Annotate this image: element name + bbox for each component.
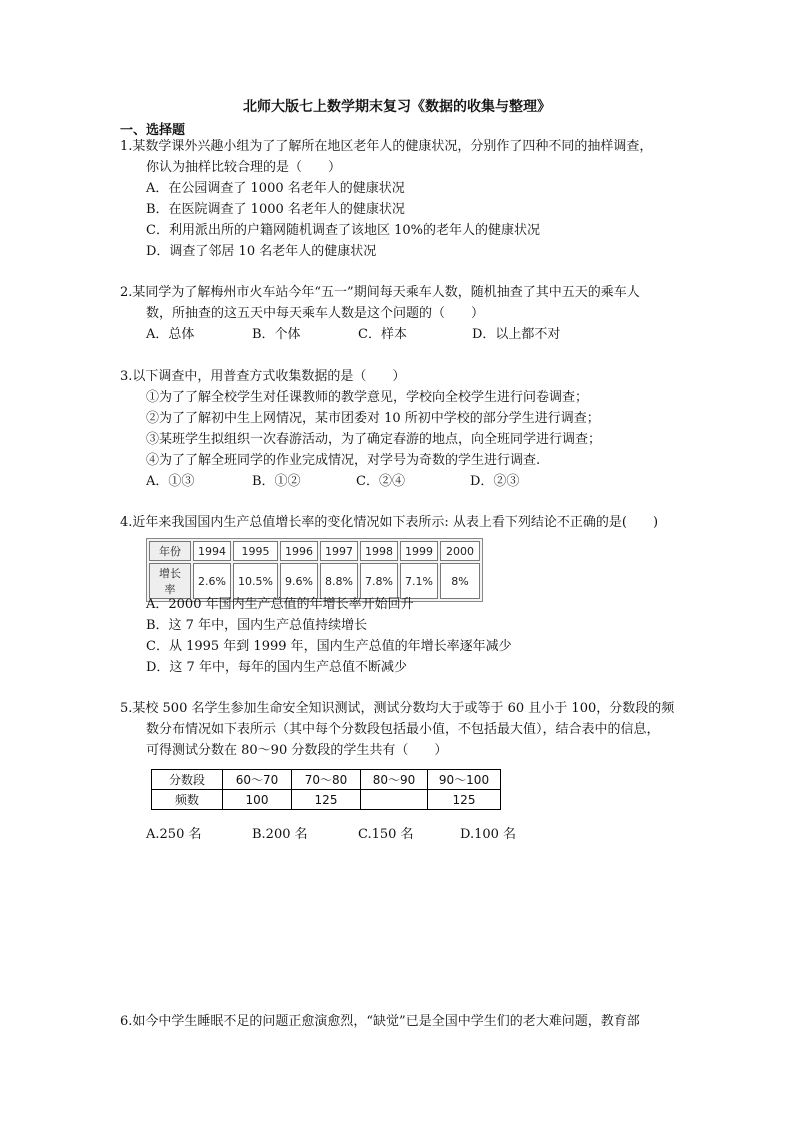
q3-stem-line1: 3.以下调查中，用普查方式收集数据的是（ ） [120,369,406,384]
table-cell: 9.6% [280,563,318,599]
table-cell: 8% [440,563,480,599]
table-cell: 1998 [360,541,398,561]
q4-option-b: B．这 7 年中，国内生产总值持续增长 [146,618,368,633]
q4-stem-line1: 4.近年来我国国内生产总值增长率的变化情况如下表所示: 从表上看下列结论不正确的是( ) [120,515,659,530]
table-cell: 2.6% [193,563,231,599]
q5-stem-line2: 数分布情况如下表所示（其中每个分数段包括最小值，不包括最大值），结合表中的信息， [146,722,660,737]
table-cell: 频数 [152,790,223,810]
q5-options [146,826,516,844]
table-cell: 分数段 [152,770,223,790]
q5-option-a: A.250 名 [146,827,202,842]
q2-options [146,326,560,344]
q3-option-c: C．②④ [356,474,405,489]
q3-item-1: ①为了了解全校学生对任课教师的教学意见，学校向全校学生进行问卷调查； [146,390,589,405]
q1-option-a: A．在公园调查了 1000 名老年人的健康状况 [146,181,405,196]
q3-option-a: A．①③ [146,474,195,489]
q4-option-a: A．2000 年国内生产总值的年增长率开始回升 [146,597,414,612]
q4-option-d: D．这 7 年中，每年的国内生产总值不断减少 [146,660,407,675]
table-cell: 增长率 [149,563,191,599]
score-frequency-table [151,769,501,810]
q2-stem-line2: 数，所抽查的这五天中每天乘车人数是这个问题的（ ） [146,306,485,321]
table-cell: 100 [223,790,292,810]
q5-stem-line1: 5.某校 500 名学生参加生命安全知识测试，测试分数均大于或等于 60 且小于 100，分数段的频 [120,701,675,716]
q1-option-d: D．调查了邻居 10 名老年人的健康状况 [146,244,377,259]
table-cell: 1994 [193,541,231,561]
q6-stem-line1: 6.如今中学生睡眠不足的问题正愈演愈烈，“缺觉”已是全国中学生们的老大难问题，教育部 [120,1014,640,1029]
table-cell: 1995 [233,541,278,561]
q1-option-c: C．利用派出所的户籍网随机调查了该地区 10%的老年人的健康状况 [146,223,540,238]
table-cell: 1997 [320,541,358,561]
table-cell: 125 [292,790,361,810]
q3-item-3: ③某班学生拟组织一次春游活动，为了确定春游的地点，向全班同学进行调查； [146,432,602,447]
table-cell: 1996 [280,541,318,561]
table-cell: 7.1% [400,563,438,599]
q5-option-c: C.150 名 [358,827,414,842]
table-cell: 125 [428,790,501,810]
q1-option-b: B．在医院调查了 1000 名老年人的健康状况 [146,202,405,217]
table-cell: 年份 [149,541,191,561]
q3-options [146,473,519,491]
q2-option-a: A．总体 [146,327,195,342]
q2-option-c: C．样本 [358,327,407,342]
q2-stem-line1: 2.某同学为了解梅州市火车站今年“五一”期间每天乘车人数，随机抽查了其中五天的乘车人 [120,285,640,300]
table-cell: 80～90 [361,770,428,790]
q3-item-4: ④为了了解全班同学的作业完成情况，对学号为奇数的学生进行调查. [146,453,541,468]
q3-option-d: D．②③ [470,474,520,489]
document-title: 北师大版七上数学期末复习《数据的收集与整理》 [243,99,551,115]
section-heading: 一、选择题 [120,123,186,138]
table-cell [361,790,428,810]
q3-item-2: ②为了了解初中生上网情况，某市团委对 10 所初中学校的部分学生进行调查； [146,411,600,426]
table-cell: 10.5% [233,563,278,599]
q3-option-b: B．①② [252,474,301,489]
q2-option-b: B．个体 [252,327,301,342]
table-cell: 8.8% [320,563,358,599]
table-cell: 70～80 [292,770,361,790]
table-cell: 60～70 [223,770,292,790]
q4-option-c: C．从 1995 年到 1999 年，国内生产总值的年增长率逐年减少 [146,639,512,654]
gdp-growth-table [146,538,483,602]
table-row [149,563,480,599]
q1-stem-line2: 你认为抽样比较合理的是（ ） [146,160,342,175]
q5-option-b: B.200 名 [252,827,308,842]
table-row [152,770,501,790]
q1-stem-line1: 1.某数学课外兴趣小组为了了解所在地区老年人的健康状况，分别作了四种不同的抽样调查， [120,139,653,154]
q2-option-d: D．以上都不对 [472,327,561,342]
table-row [152,790,501,810]
q5-stem-line3: 可得测试分数在 80～90 分数段的学生共有（ ） [146,743,448,758]
table-cell: 7.8% [360,563,398,599]
table-row [149,541,480,561]
q5-option-d: D.100 名 [460,827,517,842]
table-cell: 1999 [400,541,438,561]
table-cell: 2000 [440,541,480,561]
table-cell: 90～100 [428,770,501,790]
